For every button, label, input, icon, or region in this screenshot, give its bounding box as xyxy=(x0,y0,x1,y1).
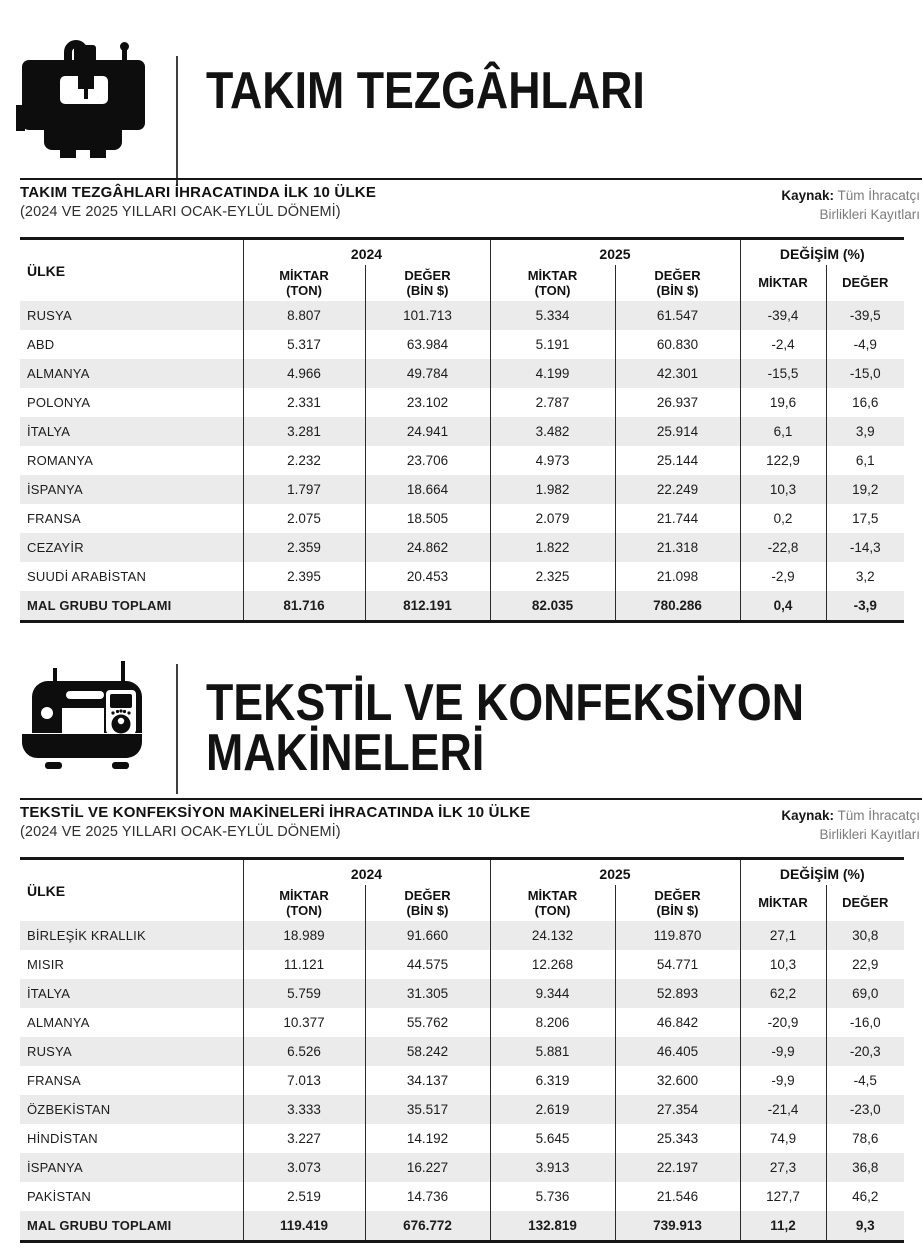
column-header: DEĞER (BİN $) xyxy=(615,265,740,301)
value-cell: 42.301 xyxy=(615,359,740,388)
source-text: Tüm İhracatçı Birlikleri Kayıtları xyxy=(819,188,920,222)
value-cell: 3.227 xyxy=(243,1124,365,1153)
country-cell: BİRLEŞİK KRALLIK xyxy=(27,928,146,943)
country-cell: HİNDİSTAN xyxy=(27,1131,98,1146)
table-row xyxy=(20,1008,904,1037)
table-row xyxy=(20,446,904,475)
table-row xyxy=(20,417,904,446)
value-cell: 2.232 xyxy=(243,446,365,475)
value-cell: 5.317 xyxy=(243,330,365,359)
column-header-country: ÜLKE xyxy=(27,882,66,899)
value-cell: 3.913 xyxy=(490,1153,615,1182)
value-cell: 22,9 xyxy=(826,950,904,979)
table-row xyxy=(20,1124,904,1153)
value-cell: -9,9 xyxy=(740,1037,826,1066)
section-rule xyxy=(20,178,922,180)
section-divider xyxy=(176,56,178,186)
value-cell: 10,3 xyxy=(740,475,826,504)
country-cell: ÖZBEKİSTAN xyxy=(27,1102,111,1117)
value-cell: 2.395 xyxy=(243,562,365,591)
value-cell: 101.713 xyxy=(365,301,490,330)
value-cell: 4.973 xyxy=(490,446,615,475)
value-cell: 78,6 xyxy=(826,1124,904,1153)
value-cell: 21.318 xyxy=(615,533,740,562)
value-cell: 10.377 xyxy=(243,1008,365,1037)
country-cell: MAL GRUBU TOPLAMI xyxy=(27,1218,172,1233)
country-cell: SUUDİ ARABİSTAN xyxy=(27,569,147,584)
country-cell: FRANSA xyxy=(27,511,81,526)
value-cell: 49.784 xyxy=(365,359,490,388)
value-cell: 0,4 xyxy=(740,591,826,622)
cnc-machine-icon xyxy=(16,35,150,193)
value-cell: 82.035 xyxy=(490,591,615,622)
value-cell: 11,2 xyxy=(740,1211,826,1242)
column-header: DEĞER (BİN $) xyxy=(365,885,490,921)
value-cell: 19,2 xyxy=(826,475,904,504)
value-cell: 63.984 xyxy=(365,330,490,359)
value-cell: 11.121 xyxy=(243,950,365,979)
value-cell: 132.819 xyxy=(490,1211,615,1242)
country-cell: ALMANYA xyxy=(27,1015,90,1030)
table-row xyxy=(20,562,904,591)
table-row xyxy=(20,1153,904,1182)
value-cell: 5.881 xyxy=(490,1037,615,1066)
value-cell: 12.268 xyxy=(490,950,615,979)
table-row xyxy=(20,475,904,504)
value-cell: 46,2 xyxy=(826,1182,904,1211)
table-row xyxy=(20,950,904,979)
value-cell: 14.192 xyxy=(365,1124,490,1153)
value-cell: -22,8 xyxy=(740,533,826,562)
value-cell: 24.941 xyxy=(365,417,490,446)
country-cell: PAKİSTAN xyxy=(27,1189,91,1204)
value-cell: 3.482 xyxy=(490,417,615,446)
table-row xyxy=(20,921,904,950)
column-header: MİKTAR (TON) xyxy=(490,265,615,301)
value-cell: -9,9 xyxy=(740,1066,826,1095)
column-group-header: 2024 xyxy=(243,859,490,886)
value-cell: -4,5 xyxy=(826,1066,904,1095)
value-cell: 60.830 xyxy=(615,330,740,359)
export-table-tekstil-konfeksiyon xyxy=(20,857,904,1243)
value-cell: 5.191 xyxy=(490,330,615,359)
table-row xyxy=(20,1066,904,1095)
value-cell: 1.822 xyxy=(490,533,615,562)
value-cell: 119.419 xyxy=(243,1211,365,1242)
export-table-takim-tezgahlari xyxy=(20,237,904,623)
column-header: MİKTAR (TON) xyxy=(243,265,365,301)
section-title: TEKSTİL VE KONFEKSİYON MAKİNELERİ xyxy=(206,674,805,782)
value-cell: 25.144 xyxy=(615,446,740,475)
value-cell: 27,3 xyxy=(740,1153,826,1182)
value-cell: 676.772 xyxy=(365,1211,490,1242)
value-cell: 18.989 xyxy=(243,921,365,950)
value-cell: -2,9 xyxy=(740,562,826,591)
country-cell: FRANSA xyxy=(27,1073,81,1088)
value-cell: 20.453 xyxy=(365,562,490,591)
value-cell: 3,2 xyxy=(826,562,904,591)
value-cell: 122,9 xyxy=(740,446,826,475)
value-cell: 6.526 xyxy=(243,1037,365,1066)
column-header: DEĞER (BİN $) xyxy=(615,885,740,921)
total-row xyxy=(20,1211,904,1242)
value-cell: 25.914 xyxy=(615,417,740,446)
table-title: TAKIM TEZGÂHLARI İHRACATINDA İLK 10 ÜLKE xyxy=(20,184,377,201)
value-cell: 119.870 xyxy=(615,921,740,950)
table-row xyxy=(20,330,904,359)
value-cell: 16,6 xyxy=(826,388,904,417)
value-cell: 2.325 xyxy=(490,562,615,591)
value-cell: -3,9 xyxy=(826,591,904,622)
value-cell: 32.600 xyxy=(615,1066,740,1095)
source-label: Kaynak: xyxy=(781,188,834,203)
value-cell: 17,5 xyxy=(826,504,904,533)
value-cell: 58.242 xyxy=(365,1037,490,1066)
value-cell: 8.206 xyxy=(490,1008,615,1037)
column-group-header: 2025 xyxy=(490,239,740,266)
source-text: Tüm İhracatçı Birlikleri Kayıtları xyxy=(819,808,920,842)
value-cell: 23.706 xyxy=(365,446,490,475)
country-cell: RUSYA xyxy=(27,1044,72,1059)
value-cell: -20,9 xyxy=(740,1008,826,1037)
value-cell: 69,0 xyxy=(826,979,904,1008)
country-cell: İSPANYA xyxy=(27,1160,83,1175)
column-group-header: DEĞİŞİM (%) xyxy=(740,239,904,266)
section-title: TAKIM TEZGÂHLARI xyxy=(206,62,645,120)
value-cell: 36,8 xyxy=(826,1153,904,1182)
column-header: MİKTAR (TON) xyxy=(243,885,365,921)
value-cell: 44.575 xyxy=(365,950,490,979)
value-cell: 5.645 xyxy=(490,1124,615,1153)
value-cell: 10,3 xyxy=(740,950,826,979)
value-cell: 4.966 xyxy=(243,359,365,388)
country-cell: MAL GRUBU TOPLAMI xyxy=(27,598,172,613)
table-row xyxy=(20,388,904,417)
column-header: MİKTAR xyxy=(740,265,826,301)
value-cell: 2.075 xyxy=(243,504,365,533)
value-cell: 18.505 xyxy=(365,504,490,533)
value-cell: 8.807 xyxy=(243,301,365,330)
table-row xyxy=(20,1182,904,1211)
value-cell: 18.664 xyxy=(365,475,490,504)
value-cell: 14.736 xyxy=(365,1182,490,1211)
value-cell: 5.736 xyxy=(490,1182,615,1211)
column-group-header: 2024 xyxy=(243,239,490,266)
table-subtitle: (2024 VE 2025 YILLARI OCAK-EYLÜL DÖNEMİ) xyxy=(20,204,341,220)
value-cell: -39,5 xyxy=(826,301,904,330)
value-cell: 3,9 xyxy=(826,417,904,446)
value-cell: 55.762 xyxy=(365,1008,490,1037)
value-cell: 21.546 xyxy=(615,1182,740,1211)
value-cell: 2.331 xyxy=(243,388,365,417)
column-header: DEĞER (BİN $) xyxy=(365,265,490,301)
value-cell: 6,1 xyxy=(740,417,826,446)
column-header: MİKTAR xyxy=(740,885,826,921)
table-row xyxy=(20,533,904,562)
value-cell: 1.797 xyxy=(243,475,365,504)
value-cell: 3.281 xyxy=(243,417,365,446)
country-cell: ABD xyxy=(27,337,55,352)
value-cell: 5.759 xyxy=(243,979,365,1008)
table-row xyxy=(20,504,904,533)
table-caption xyxy=(20,184,376,220)
column-header: DEĞER xyxy=(826,265,904,301)
value-cell: 16.227 xyxy=(365,1153,490,1182)
value-cell: -39,4 xyxy=(740,301,826,330)
value-cell: 5.334 xyxy=(490,301,615,330)
table-caption xyxy=(20,804,530,840)
table-title: TEKSTİL VE KONFEKSİYON MAKİNELERİ İHRACATINDA İLK 10 ÜLKE xyxy=(20,804,531,821)
source-label: Kaynak: xyxy=(781,808,834,823)
country-cell: İTALYA xyxy=(27,424,71,439)
table-row xyxy=(20,1095,904,1124)
value-cell: 25.343 xyxy=(615,1124,740,1153)
value-cell: 27.354 xyxy=(615,1095,740,1124)
value-cell: 1.982 xyxy=(490,475,615,504)
value-cell: 127,7 xyxy=(740,1182,826,1211)
value-cell: 54.771 xyxy=(615,950,740,979)
value-cell: 4.199 xyxy=(490,359,615,388)
value-cell: 91.660 xyxy=(365,921,490,950)
value-cell: 2.359 xyxy=(243,533,365,562)
country-cell: CEZAYİR xyxy=(27,540,84,555)
value-cell: 2.079 xyxy=(490,504,615,533)
value-cell: 22.249 xyxy=(615,475,740,504)
country-cell: ROMANYA xyxy=(27,453,94,468)
value-cell: 35.517 xyxy=(365,1095,490,1124)
value-cell: 7.013 xyxy=(243,1066,365,1095)
value-cell: -4,9 xyxy=(826,330,904,359)
value-cell: 34.137 xyxy=(365,1066,490,1095)
value-cell: 812.191 xyxy=(365,591,490,622)
sewing-machine-icon xyxy=(20,648,150,783)
value-cell: -2,4 xyxy=(740,330,826,359)
value-cell: 3.333 xyxy=(243,1095,365,1124)
country-cell: ALMANYA xyxy=(27,366,90,381)
value-cell: 30,8 xyxy=(826,921,904,950)
value-cell: 46.405 xyxy=(615,1037,740,1066)
table-subtitle: (2024 VE 2025 YILLARI OCAK-EYLÜL DÖNEMİ) xyxy=(20,824,341,840)
value-cell: 27,1 xyxy=(740,921,826,950)
value-cell: 9.344 xyxy=(490,979,615,1008)
column-header: MİKTAR (TON) xyxy=(490,885,615,921)
value-cell: 3.073 xyxy=(243,1153,365,1182)
value-cell: 780.286 xyxy=(615,591,740,622)
value-cell: 61.547 xyxy=(615,301,740,330)
country-cell: İTALYA xyxy=(27,986,71,1001)
source-note xyxy=(781,807,920,845)
value-cell: 19,6 xyxy=(740,388,826,417)
value-cell: 2.519 xyxy=(243,1182,365,1211)
value-cell: 739.913 xyxy=(615,1211,740,1242)
value-cell: -23,0 xyxy=(826,1095,904,1124)
value-cell: 22.197 xyxy=(615,1153,740,1182)
value-cell: -15,0 xyxy=(826,359,904,388)
value-cell: 6,1 xyxy=(826,446,904,475)
value-cell: 24.132 xyxy=(490,921,615,950)
value-cell: 52.893 xyxy=(615,979,740,1008)
column-group-header: 2025 xyxy=(490,859,740,886)
value-cell: 2.619 xyxy=(490,1095,615,1124)
value-cell: 9,3 xyxy=(826,1211,904,1242)
value-cell: 46.842 xyxy=(615,1008,740,1037)
value-cell: 24.862 xyxy=(365,533,490,562)
value-cell: -21,4 xyxy=(740,1095,826,1124)
country-cell: POLONYA xyxy=(27,395,91,410)
value-cell: -15,5 xyxy=(740,359,826,388)
table-row xyxy=(20,359,904,388)
table-row xyxy=(20,979,904,1008)
value-cell: 62,2 xyxy=(740,979,826,1008)
total-row xyxy=(20,591,904,622)
value-cell: -16,0 xyxy=(826,1008,904,1037)
value-cell: 26.937 xyxy=(615,388,740,417)
country-cell: RUSYA xyxy=(27,308,72,323)
section-divider xyxy=(176,664,178,794)
value-cell: 21.098 xyxy=(615,562,740,591)
column-header-country: ÜLKE xyxy=(27,262,66,279)
country-cell: İSPANYA xyxy=(27,482,83,497)
value-cell: 31.305 xyxy=(365,979,490,1008)
value-cell: 0,2 xyxy=(740,504,826,533)
value-cell: 2.787 xyxy=(490,388,615,417)
value-cell: 74,9 xyxy=(740,1124,826,1153)
source-note xyxy=(781,187,920,225)
value-cell: 21.744 xyxy=(615,504,740,533)
section-rule xyxy=(20,798,922,800)
value-cell: -20,3 xyxy=(826,1037,904,1066)
table-row xyxy=(20,301,904,330)
column-header: DEĞER xyxy=(826,885,904,921)
value-cell: -14,3 xyxy=(826,533,904,562)
value-cell: 23.102 xyxy=(365,388,490,417)
table-row xyxy=(20,1037,904,1066)
country-cell: MISIR xyxy=(27,957,65,972)
value-cell: 81.716 xyxy=(243,591,365,622)
value-cell: 6.319 xyxy=(490,1066,615,1095)
column-group-header: DEĞİŞİM (%) xyxy=(740,859,904,886)
